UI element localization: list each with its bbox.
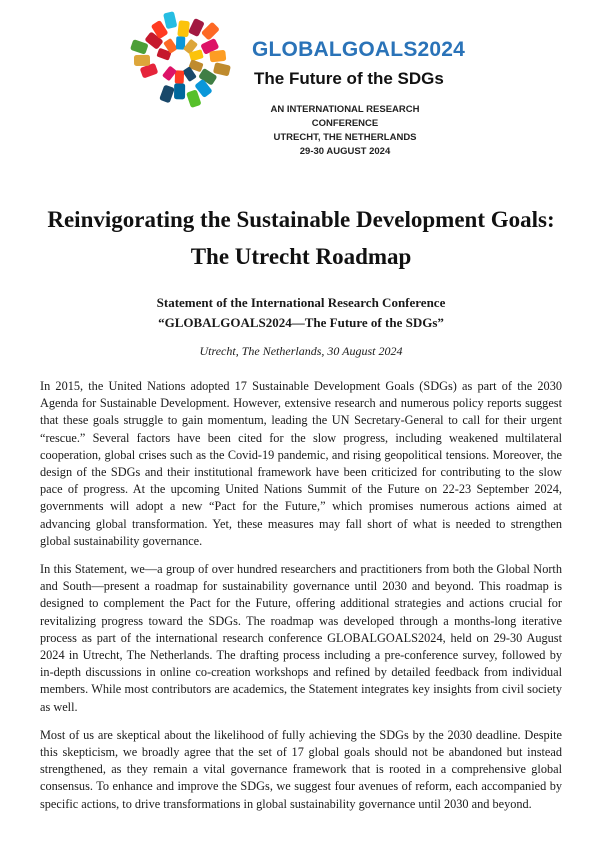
logo-petal (134, 55, 150, 66)
conference-info (250, 103, 440, 159)
statement-line-2: “GLOBALGOALS2024—The Future of the SDGs” (158, 315, 444, 330)
logo-petal (159, 85, 175, 104)
paragraph: Most of us are skeptical about the likelihood of fully achieving the SDGs by the 2030 deadline. Despite this skepticism, we broadly agree that the set of 17 global goals should not be abandoned but instead strengthened, as they remain a vital governance framework that is rooted in a comprehensive global consensus. To enhance and improve the SDGs, we suggest four avenues of reform, each accompanied by specific actions, to drive transformations in global sustainability governance until 2030 and beyond. (40, 727, 562, 811)
logo-petal (176, 36, 185, 49)
location-line: UTRECHT, THE NETHERLANDS (273, 132, 417, 143)
paragraph: In this Statement, we—a group of over hundred researchers and practitioners from both the Global North and South—present a roadmap for sustainability governance until 2030 and beyond. This roadmap is designed to complement the Pact for the Future, offering additional strategies and actions crucial for revitalizing progress toward the SDGs. The roadmap was developed through a months-long iterative process as part of the international research conference GLOBALGOALS2024, held on 29-30 August 2024 in Utrecht, The Netherlands. The drafting process including a pre-conference survey, followed by in-depth discussions in online co-creation workshops and refined by detailed feedback from individual members. While most contributors are academics, the Statement integrates key insights from civil society as well. (40, 562, 562, 714)
logo-petal (209, 50, 226, 63)
brand-subtitle: The Future of the SDGs (254, 69, 444, 88)
dateline: Utrecht, The Netherlands, 30 August 2024 (199, 344, 403, 358)
logo-petal (163, 11, 177, 29)
conference-header (0, 0, 602, 170)
logo-petal (130, 39, 149, 55)
statement-heading (0, 293, 602, 333)
document-title (0, 201, 602, 275)
dates-line: 29-30 AUGUST 2024 (299, 146, 391, 157)
title-line-1: Reinvigorating the Sustainable Development Goals: (47, 207, 555, 232)
brand-title: GLOBALGOALS2024 (252, 38, 466, 61)
sdg-wheel-logo (128, 10, 246, 110)
document-body (40, 378, 562, 824)
title-line-2: The Utrecht Roadmap (190, 244, 412, 269)
logo-petal (186, 89, 202, 108)
conference-line: AN INTERNATIONAL RESEARCH CONFERENCE (270, 104, 420, 129)
logo-petal (175, 70, 184, 83)
logo-petal (174, 83, 185, 99)
paragraph: In 2015, the United Nations adopted 17 Sustainable Development Goals (SDGs) as part of the 2030 Agenda for Sustainable Development. However, extensive research and numerous policy reports suggest that these goals struggle to gain momentum, leading the UN Secretary-General to call for their urgent “rescue.” Several factors have been cited for the slow progress, including weakened multilateral cooperation, global crises such as the Covid-19 pandemic, and rising geopolitical tensions. Moreover, the design of the SDGs and their institutional framework have been criticized for contributing to the slow pace of progress. At the upcoming United Nations Summit of the Future on 22-23 September 2024, governments will adopt a new “Pact for the Future,” which promises numerous actions aimed at advancing global transformation. Yet, these measures may fall short of what is needed to strengthen global sustainability governance. (40, 379, 562, 548)
logo-petal (162, 66, 177, 82)
logo-petal (213, 62, 231, 76)
statement-line-1: Statement of the International Research Conference (156, 295, 446, 310)
logo-petal (177, 20, 190, 37)
